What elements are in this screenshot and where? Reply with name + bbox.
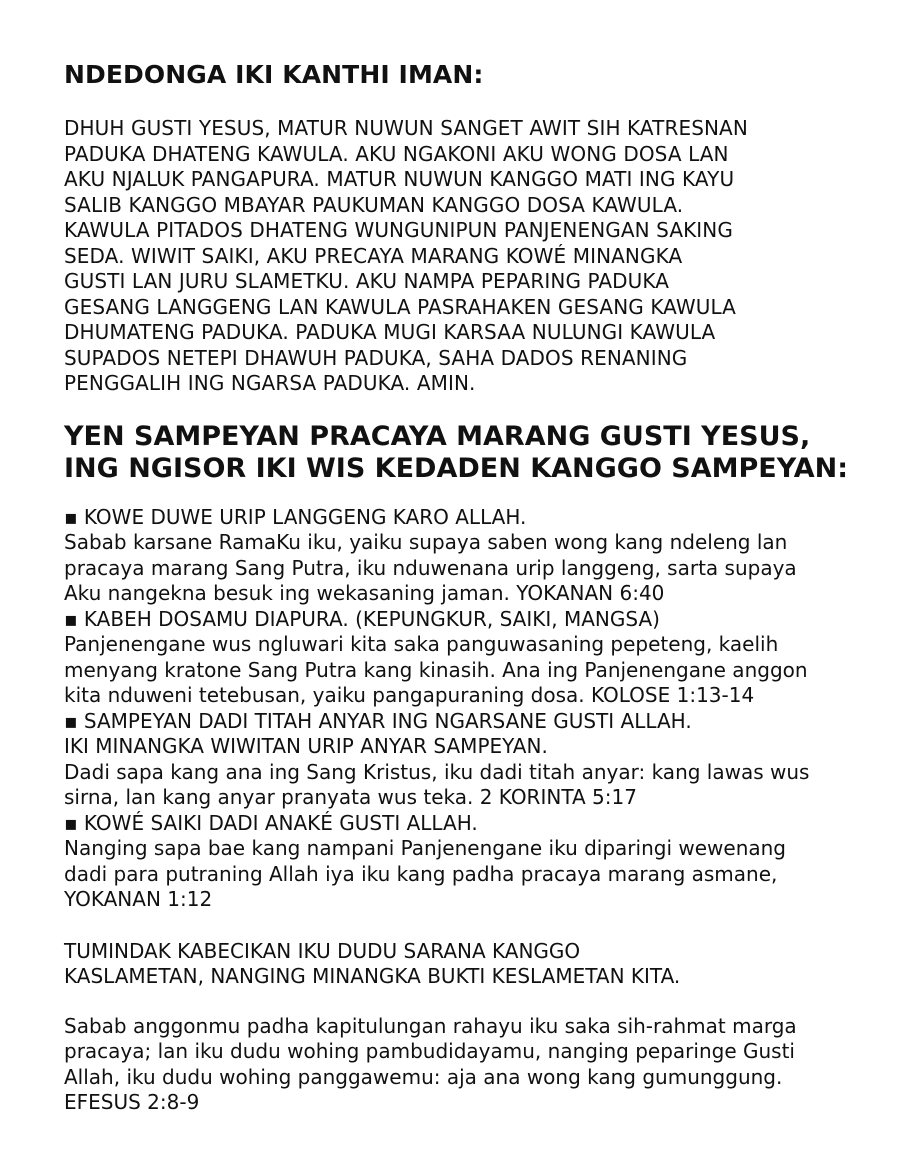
document-page [64,60,864,1116]
blessing-item [64,811,864,913]
closing-verse: Sabab anggonmu padha kapitulungan rahayu iku saka sih-rahmat marga pracaya; lan iku dudu wohing pambudidayamu, nanging peparinge Gusti Allah, iku dudu wohing panggawemu: aja ana wong kang gumunggung. EFESUS 2:8-9 [64,1013,797,1114]
blessing-verse: Panjenengane wus ngluwari kita saka panguwasaning pepeteng, kaelih menyang kratone Sang Putra kang kinasih. Ana ing Panjenengane anggon kita nduweni tetebusan, yaiku pangapuraning dosa. KOLOSE 1:13-14 [64,632,808,707]
blessing-verse: Nanging sapa bae kang nampani Panjenengane iku diparingi wewenang dadi para putraning Allah iya iku kang padha pracaya marang asmane, YOKANAN 1:12 [64,836,786,911]
blessing-verse: Dadi sapa kang ana ing Sang Kristus, iku dadi titah anyar: kang lawas wus sirna, lan kang anyar pranyata wus teka. 2 KORINTA 5:17 [64,759,810,809]
blessing-item [64,607,864,709]
prayer-heading: NDEDONGA IKI KANTHI IMAN: [64,60,484,89]
deeds-statement: TUMINDAK KABECIKAN IKU DUDU SARANA KANGGO KASLAMETAN, NANGING MINANGKA BUKTI KESLAMETAN KITA. [64,938,681,988]
blessings-heading: YEN SAMPEYAN PRACAYA MARANG GUSTI YESUS, ING NGISOR IKI WIS KEDADEN KANGGO SAMPEYAN: [64,420,849,484]
blessing-title: ▪ KABEH DOSAMU DIAPURA. (KEPUNGKUR, SAIKI, MANGSA) [64,606,660,631]
blessing-item [64,505,864,607]
blessing-title: ▪ KOWE DUWE URIP LANGGENG KARO ALLAH. [64,504,527,529]
blessing-title: ▪ SAMPEYAN DADI TITAH ANYAR ING NGARSANE GUSTI ALLAH. IKI MINANGKA WIWITAN URIP ANYAR SAMPEYAN. [64,708,692,758]
blessing-item [64,709,864,811]
blessings-list [64,505,864,913]
prayer-text: DHUH GUSTI YESUS, MATUR NUWUN SANGET AWIT SIH KATRESNAN PADUKA DHATENG KAWULA. AKU NGAKONI AKU WONG DOSA LAN AKU NJALUK PANGAPURA. MATUR NUWUN KANGGO MATI ING KAYU SALIB KANGGO MBAYAR PAUKUMAN KANGGO DOSA KAWULA. KAWULA PITADOS DHATENG WUNGUNIPUN PANJENENGAN SAKING SEDA. WIWIT SAIKI, AKU PRECAYA MARANG KOWÉ MINANGKA GUSTI LAN JURU SLAMETKU. AKU NAMPA PEPARING PADUKA GESANG LANGGENG LAN KAWULA PASRAHAKEN GESANG KAWULA DHUMATENG PADUKA. PADUKA MUGI KARSAA NULUNGI KAWULA SUPADOS NETEPI DHAWUH PADUKA, SAHA DADOS RENANING PENGGALIH ING NGARSA PADUKA. AMIN. [64,116,748,395]
blessing-verse: Sabab karsane RamaKu iku, yaiku supaya saben wong kang ndeleng lan pracaya marang Sang Putra, iku nduwenana urip langgeng, sarta supaya Aku nangekna besuk ing wekasaning jaman. YOKANAN 6:40 [64,530,797,605]
blessing-title: ▪ KOWÉ SAIKI DADI ANAKÉ GUSTI ALLAH. [64,810,478,835]
